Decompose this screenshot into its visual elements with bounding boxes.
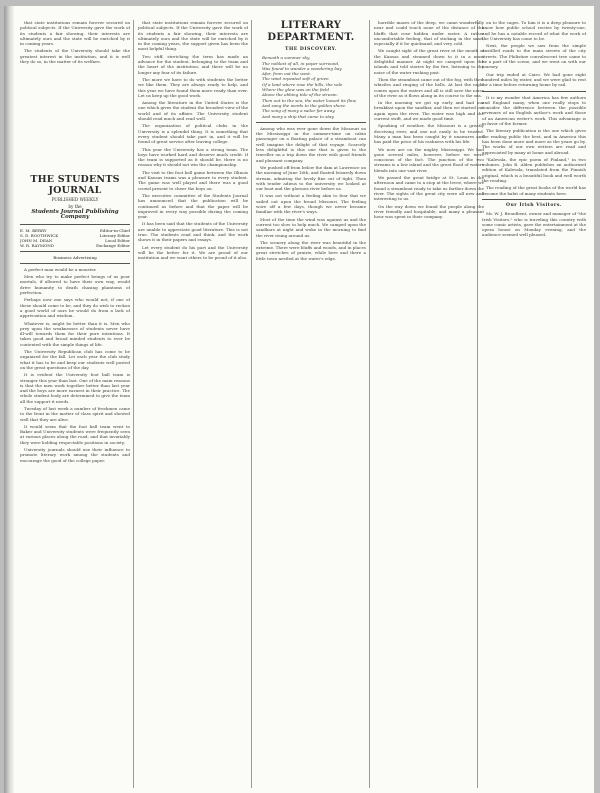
divider	[482, 199, 586, 200]
newspaper-page	[4, 6, 594, 793]
staff-list	[20, 228, 130, 248]
masthead-published: PUBLISHED WEEKLY	[51, 197, 99, 203]
masthead-title: THE STUDENTS JOURNAL	[30, 174, 120, 197]
staff-row: W. R. RAYMOND Exchange Editor	[20, 242, 130, 248]
divider	[256, 122, 366, 123]
column-rule	[369, 20, 370, 788]
column-5: on to the cages. To him it is a deep pleasure to know how public school recites by twenty-one, and he has a notable record of what the work of the University has come to be. Next, the people we saw from the simple unstilled roads to the main streets of the city streets. The Philistine convalescent tree came to be a part of the scene, and we went on with our journey. Our trip ended at Cairo. We had gone eight hundred miles by water, and we were glad to rest for a time before returning home by rail. It is my wonder that America has few authors and England many, when one really stops to consider the difference between the possible revenues of an English author's work and those of an American writer's work. This advantage is in favor of the former. The literary publication is the one which gives the reading public the best, and in America this has been done more and more as the years go by. The works of our own writers are read and appreciated by many at home and abroad. "Kalevala, the epic poem of Finland," in two volumes. John B. Alden publishes an authorized edition of Kalevala, translated from the Finnish original, which is a beautiful book and well worth the reading. The reading of the great books of the world has become the habit of many students here. Our Irish Visitors. Mr. W. J. Broadbent, owner and manager of "the Irish Visitors," who is traveling this country with some comic artists, gave the entertainment at the opera house on Monday evening, and the audience seemed well pleased.	[482, 20, 586, 238]
poem: Beneath a summer sky, The noblest of all, in paper surround, Was found to wander a wandering bay Afar, from out the west. The wind repeated soft of green Of a land where rose the hills, the vale Where the glow was on the field Above the ebbing tide of the stream. Then out to the sea, the water loosed its flow, And sang the words to the golden shore. The song of many a sailor far away, And many a ship that came to stay.	[262, 55, 357, 119]
divider	[20, 263, 130, 264]
literary-department-heading: LITERARY DEPARTMENT.	[267, 20, 355, 43]
column-4: horrible mazes of the deep, we came wonderfully near and could touch none of the distance of the bluffs that rose hidden under water. A rather uncomfortable feeling, that of sticking in the sand, especially if it be quicksand, and very cold. We caught sight of the great river at the mouth of the Kansas and steamed down to it in a most delightful manner. At night we camped upon the islands and told stories by the fire, listening to the noise of the water rushing past. Then the steamboat came out of the fog, with their whistles and ringing of the bells. At last the night comes upon the waters and all is still save the noise of the river as it flows along in its course to the sea. In the morning we got up early and had our breakfast upon the sandbar, and then we started out again upon the river. The water was high and the current swift, and we made good time. Speaking of weather, the Missouri is a greatly deceiving river, and one not easily to be trusted. Many a man has been caught by it unawares and has paid the price of his rashness with his life. We now are on the mighty Mississippi. We had gone several miles, however, before we were conscious of the fact. The junction of the two streams is a low island and the great flood of waters blends into one vast river. We passed the great bridge at St. Louis in the afternoon and came to a stop at the levee, where we found a steamboat ready to take us farther down the river. The sights of the great city were all new and interesting to us. On the way down we found the people along the river friendly and hospitable, and many a pleasant hour was spent in their company.	[374, 20, 484, 220]
column-3: LITERARY DEPARTMENT. THE DISCOVERY. Beneath a summer sky, The noblest of all, in paper surround, Was found to wander a wandering bay Afar, from out the west. The wind repeated soft of green Of a land where rose the hills, the vale Where the glow was on the field Above the ebbing tide of the stream. Then out to the sea, the water loosed its flow, And sang the words to the golden shore. The song of many a sailor far away, And many a ship that came to stay. Among who was ever gone down the Missouri on the Mississippi in the summer-time on cabin passenger on a floating palace of a steamboat can well imagine the delight of that voyage. Scarcely less delightful is this one that is given to the traveller on a trip down the river with good friends and pleasant company. We pushed off from below the dam at Lawrence on the morning of June 16th, and floated leisurely down stream, admiring the lovely fine cut of tight. Then with tender adieus to the university we looked at our boat and the glorious river before us. It was not without a feeling akin to fear that we sailed out upon the broad Missouri. The feeling wore off a few days, though we never became familiar with the river's ways. Most of the time the wind was against us and the current too slow to help much. We camped upon the sandbars at night and woke in the morning to find the river rising around us. The scenery along the river was beautiful in the extreme. There were bluffs and woods, and in places great stretches of prairie, while here and there a little town nestled at the water's edge.	[256, 20, 366, 261]
masthead-by: by the	[68, 203, 82, 209]
column-rule	[251, 20, 252, 788]
masthead	[20, 174, 130, 220]
irish-visitors-heading: Our Irish Visitors.	[505, 202, 563, 208]
staff-row: S. D. BOOTHWICK Literary Editor	[20, 232, 130, 238]
staff-row: E. M. BERRY Editor-in-Chief	[20, 227, 130, 233]
column-2: that state institutions remain forever secured on political subjects. If the University gave the work of its students a fair showing, their interests are ultimately ours and the state will be enriched by it in the coming years, the support given has been the most helpful thing. Two stiff, stretching the term has made an advance for the student, belonging to the team and the heart of the institution, and there will be no longer any fear of its failure. The more we have to do with students the better we like them. They are always ready to help, and this year we have found them more ready than ever. Let us keep up the good work. Among the literature in the United States is the one which gives the student the broadest view of the world and of its affairs. The University student should read much and read well. The organization of political clubs in the University is a splendid thing. It is something that every student should take part in, and it will be found of great service after leaving college. This year the University has a strong team. The boys have worked hard and deserve much credit. If the team is supported as it should be, there is no reason why it should not win the championship. The visit to the foot ball game between the Illinois and Kansas teams was a pleasure to every student. The game was well played and there was a good crowd present to cheer the boys on. The executive committee of the Students Journal has announced that the publication will be continued as before and that the paper will be improved in every way possible during the coming year. It has been said that the students of the University are unable to appreciate good literature. This is not true. The students read and think, and the work shows it in their papers and essays. Let every student do his part and the University will be the better for it. We are proud of our institution and we want others to be proud of it also.	[138, 20, 248, 261]
divider	[482, 91, 586, 92]
masthead-publisher: Students Journal Publishing Company	[31, 208, 119, 221]
divider	[20, 224, 130, 225]
literary-subheading: THE DISCOVERY.	[285, 47, 337, 52]
column-1: that state institutions remain forever secured on political subjects. If the University gave the work of its students a fair showing, their interests are ultimately ours and the state will be enriched by it in coming years. The students of the University should take the greatest interest in the institution, and it is well they do so, in the matter of its welfare. THE STUDENTS JOURNAL PUBLISHED WEEKLY by the Students Journal Publishing Company E. M. BERRY Editor-in-Chief S. D. BOOTHWICK Literary Editor JOHN M. DEAN Local Editor W. R. RAYMOND Exchange Editor Business Advertising A perfect man would be a monster. Men who try to make perfect beings of us poor mortals, if allowed to have their own way, would drive humanity to death chasing phantoms of perfection. Perhaps now one says who would not, if one of these should come to be, and they do wish to reckon a good world of ours he would do from a lack of appreciation and wisdom. Whatever is, might be better than it is. Men who prey upon the weaknesses of students never have ill-will towards them for their pure intentions. It takes good and broad minded students to ever be contented with the simple things of life. The University Republican club has come to be organized for the fall. Let each year the club study what it has to be and keep our students well posted on the great questions of the day. It is evident the University foot ball team is stronger this year than last. One of the main reasons is that the men work together better than last year and the boys are more earnest in their practice. The whole student body are determined to give the team all the support it needs. Tuesday of last week a number of freshmen came to the front in the matter of class spirit and showed well that they are alive. It would seem that the foot ball team went to Baker and University students were frequently seen at various places along the road, and that invariably they were holding respectable positions in society. University journals should use their influence to promote literary work among the students and encourage the good of the college paper.	[20, 20, 130, 463]
editorial-lead: A perfect man would be a monster.	[24, 266, 97, 272]
advertising-line: Business Advertising	[53, 254, 97, 260]
divider	[20, 251, 130, 252]
column-rule	[133, 20, 134, 788]
staff-row: JOHN M. DEAN Local Editor	[20, 237, 130, 243]
